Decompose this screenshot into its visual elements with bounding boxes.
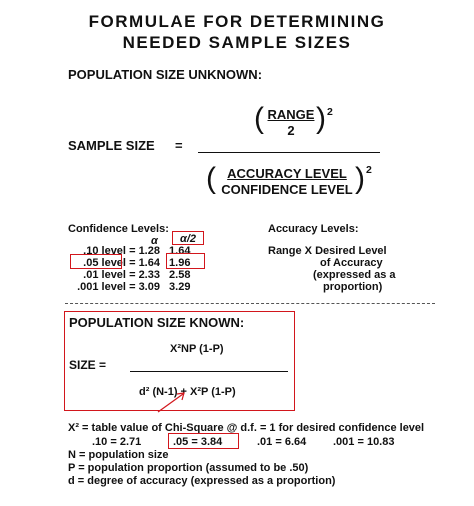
known-size-label: SIZE =	[69, 358, 107, 372]
accuracy-line1: Range X Desired Level	[268, 245, 387, 257]
open-paren-top: (	[254, 102, 264, 135]
confidence-row-alpha-half: 1.96	[169, 257, 191, 269]
n-definition: N = population size	[68, 449, 169, 461]
sample-size-label: SAMPLE SIZE	[68, 138, 155, 153]
confidence-row-alpha-half: 2.58	[169, 269, 191, 281]
chi-value-05: .05 = 3.84	[173, 436, 223, 448]
confidence-row-label: .001 level	[77, 281, 126, 293]
known-numerator: X²NP (1-P)	[170, 343, 224, 355]
known-heading: POPULATION SIZE KNOWN:	[69, 315, 245, 330]
page-title-line2: NEEDED SAMPLE SIZES	[122, 33, 352, 52]
confidence-row-eq: =	[129, 269, 136, 281]
known-denominator: d² (N-1) + X²P (1-P)	[139, 386, 236, 398]
alpha-column-header: α	[151, 235, 158, 247]
p-definition: P = population proportion (assumed to be .50)	[68, 462, 309, 474]
confidence-row-alpha-half: 1.64	[169, 245, 191, 257]
confidence-row-eq: =	[129, 245, 136, 257]
d-definition: d = degree of accuracy (expressed as a proportion)	[68, 475, 336, 487]
accuracy-line2: of Accuracy	[320, 257, 383, 269]
confidence-row-label: .01 level	[83, 269, 126, 281]
chi-square-note: X² = table value of Chi-Square @ d.f. = 1 for desired confidence level	[68, 422, 425, 434]
confidence-row-alpha: 3.09	[138, 281, 160, 293]
range-divisor: 2	[287, 123, 295, 138]
confidence-row-alpha: 2.33	[138, 269, 160, 281]
chi-value-001: .001 = 10.83	[333, 436, 395, 448]
confidence-row-label: .10 level	[83, 245, 126, 257]
power-top: 2	[327, 106, 333, 118]
range-text: RANGE	[267, 107, 315, 122]
confidence-row-label: .05 level	[83, 257, 126, 269]
accuracy-heading: Accuracy Levels:	[268, 223, 359, 235]
close-paren-bottom: )	[355, 162, 365, 195]
chi-05-highlight-box	[168, 433, 239, 449]
confidence-level-text: CONFIDENCE LEVEL	[221, 182, 353, 197]
chi-value-01: .01 = 6.64	[257, 436, 307, 448]
confidence-heading: Confidence Levels:	[68, 223, 169, 235]
unknown-heading: POPULATION SIZE UNKNOWN:	[68, 67, 263, 82]
confidence-row-alpha: 1.28	[138, 245, 160, 257]
open-paren-bottom: (	[206, 162, 216, 195]
confidence-row-eq: =	[129, 257, 136, 269]
chi-value-10: .10 = 2.71	[92, 436, 142, 448]
accuracy-level-text: ACCURACY LEVEL	[227, 166, 347, 181]
accuracy-line4: proportion)	[323, 281, 383, 293]
power-bottom: 2	[366, 164, 372, 176]
close-paren-top: )	[316, 102, 326, 135]
confidence-row-alpha-half: 3.29	[169, 281, 191, 293]
sample-size-equals: =	[175, 138, 183, 153]
accuracy-line3: (expressed as a	[313, 269, 396, 281]
confidence-row-eq: =	[129, 281, 136, 293]
alpha-half-column-header: α/2	[180, 233, 196, 245]
confidence-row-alpha: 1.64	[138, 257, 160, 269]
page-title-line1: FORMULAE FOR DETERMINING	[88, 12, 386, 31]
